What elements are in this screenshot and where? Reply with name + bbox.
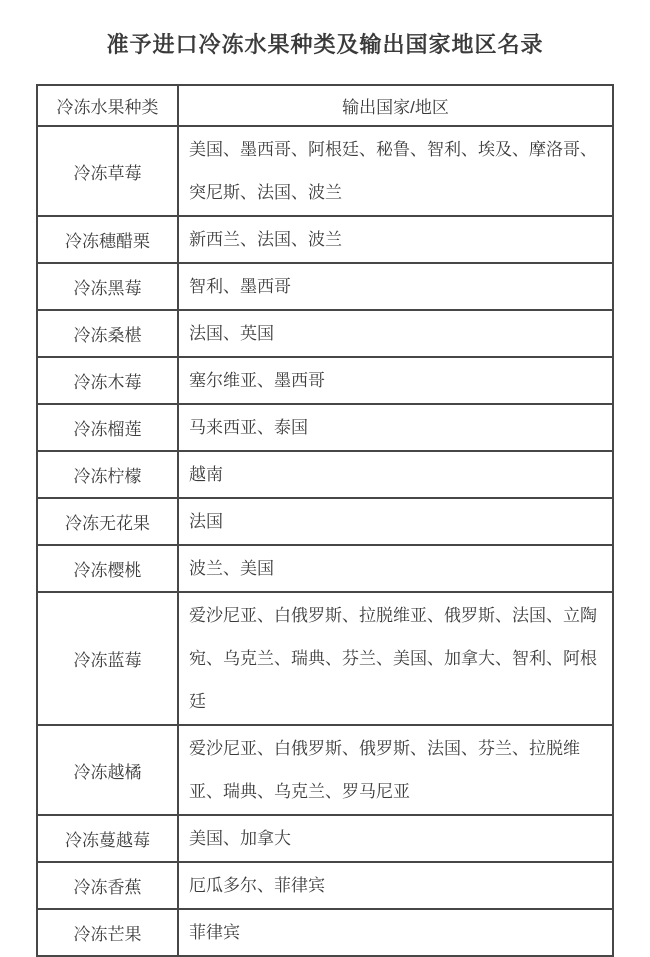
table-body xyxy=(37,126,613,956)
export-countries-cell: 波兰、美国 xyxy=(178,545,613,592)
export-countries-cell: 菲律宾 xyxy=(178,909,613,956)
export-countries-cell: 越南 xyxy=(178,451,613,498)
export-countries-cell: 法国、英国 xyxy=(178,310,613,357)
frozen-fruit-import-table xyxy=(36,84,614,957)
document-page xyxy=(0,28,650,957)
table-row xyxy=(37,725,613,815)
fruit-type-cell: 冷冻黑莓 xyxy=(37,263,178,310)
table-row xyxy=(37,545,613,592)
table-row xyxy=(37,216,613,263)
fruit-type-cell: 冷冻香蕉 xyxy=(37,862,178,909)
export-countries-cell: 智利、墨西哥 xyxy=(178,263,613,310)
export-countries-cell: 美国、加拿大 xyxy=(178,815,613,862)
export-countries-cell: 美国、墨西哥、阿根廷、秘鲁、智利、埃及、摩洛哥、突尼斯、法国、波兰 xyxy=(178,126,613,216)
export-countries-cell: 马来西亚、泰国 xyxy=(178,404,613,451)
fruit-type-cell: 冷冻柠檬 xyxy=(37,451,178,498)
table-row xyxy=(37,310,613,357)
fruit-type-cell: 冷冻榴莲 xyxy=(37,404,178,451)
table-row xyxy=(37,862,613,909)
table-row xyxy=(37,909,613,956)
header-export-countries: 输出国家/地区 xyxy=(178,85,613,126)
table-row xyxy=(37,592,613,725)
table-row xyxy=(37,126,613,216)
export-countries-cell: 厄瓜多尔、菲律宾 xyxy=(178,862,613,909)
page-title: 准予进口冷冻水果种类及输出国家地区名录 xyxy=(106,32,544,57)
export-countries-cell: 塞尔维亚、墨西哥 xyxy=(178,357,613,404)
fruit-type-cell: 冷冻蓝莓 xyxy=(37,592,178,725)
fruit-type-cell: 冷冻芒果 xyxy=(37,909,178,956)
export-countries-cell: 新西兰、法国、波兰 xyxy=(178,216,613,263)
fruit-type-cell: 冷冻无花果 xyxy=(37,498,178,545)
table-row xyxy=(37,404,613,451)
table-row xyxy=(37,815,613,862)
fruit-type-cell: 冷冻木莓 xyxy=(37,357,178,404)
fruit-type-cell: 冷冻桑椹 xyxy=(37,310,178,357)
fruit-type-cell: 冷冻越橘 xyxy=(37,725,178,815)
export-countries-cell: 爱沙尼亚、白俄罗斯、拉脱维亚、俄罗斯、法国、立陶宛、乌克兰、瑞典、芬兰、美国、加拿大、智利、阿根廷 xyxy=(178,592,613,725)
fruit-type-cell: 冷冻蔓越莓 xyxy=(37,815,178,862)
table-row xyxy=(37,451,613,498)
fruit-type-cell: 冷冻草莓 xyxy=(37,126,178,216)
export-countries-cell: 法国 xyxy=(178,498,613,545)
fruit-type-cell: 冷冻樱桃 xyxy=(37,545,178,592)
header-fruit-type: 冷冻水果种类 xyxy=(37,85,178,126)
table-row xyxy=(37,357,613,404)
table-row xyxy=(37,498,613,545)
export-countries-cell: 爱沙尼亚、白俄罗斯、俄罗斯、法国、芬兰、拉脱维亚、瑞典、乌克兰、罗马尼亚 xyxy=(178,725,613,815)
fruit-type-cell: 冷冻穗醋栗 xyxy=(37,216,178,263)
table-header-row xyxy=(37,85,613,126)
table-row xyxy=(37,263,613,310)
